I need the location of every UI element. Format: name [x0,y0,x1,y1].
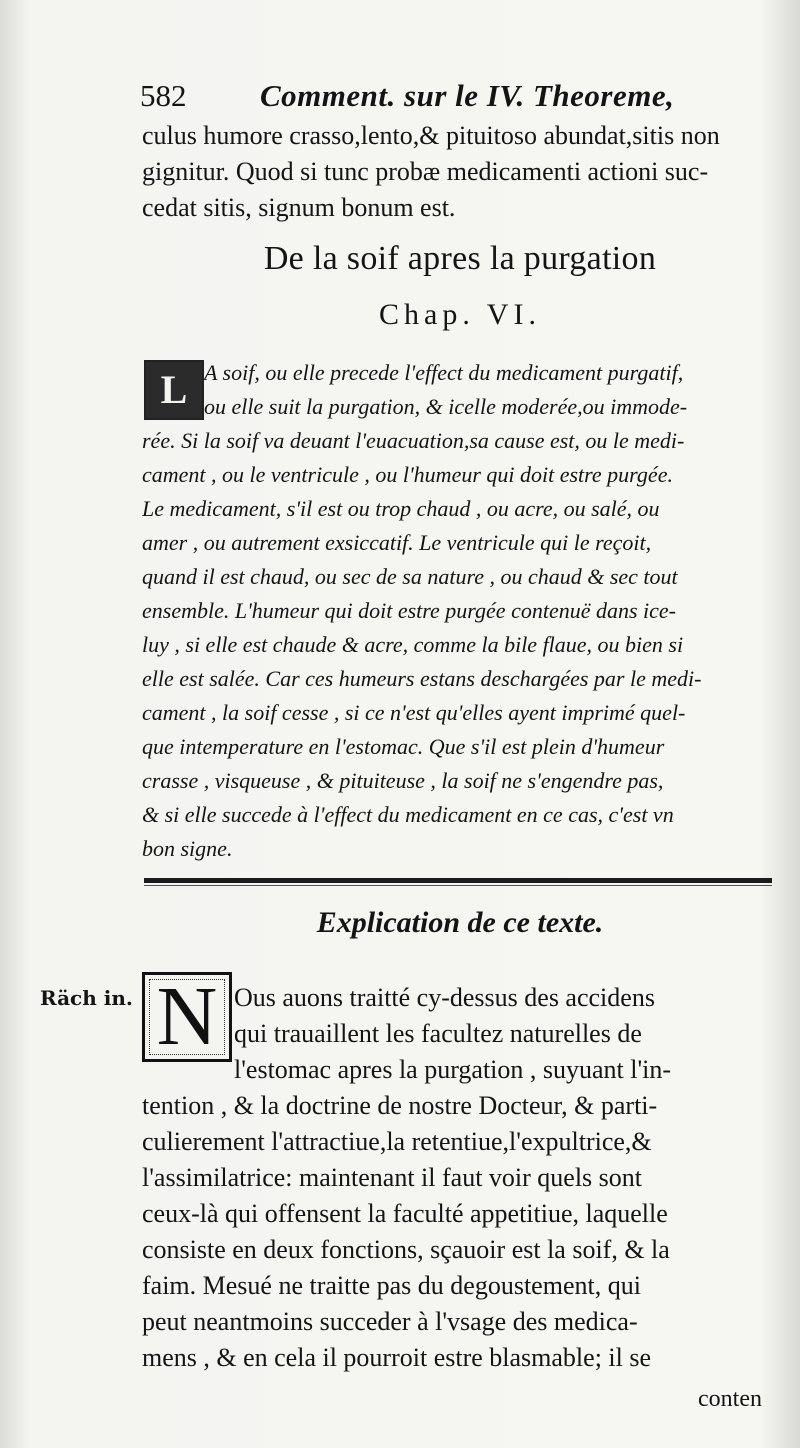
text-line: & si elle succede à l'effect du medicament en ce cas, c'est vn [142,802,674,827]
text-line: amer , ou autrement exsiccatif. Le ventricule qui le reçoit, [142,530,652,555]
text-line: ou elle suit la purgation, & icelle moderée,ou immode- [204,394,688,419]
page-number: 582 [140,78,187,113]
text-line: mens , & en cela il pourroit estre blasmable; il se [142,1343,652,1372]
section-divider [144,878,772,883]
chapter-paragraph [142,356,782,866]
text-line: l'assimilatrice: maintenant il faut voir quels sont [142,1163,643,1192]
text-line: consiste en deux fonctions, sçauoir est la soif, & la [142,1235,670,1264]
text-line: tention , & la doctrine de nostre Docteur, & parti- [142,1091,658,1120]
running-title: Comment. sur le IV. Theoreme, [260,78,675,113]
explanation-dropcap: N [142,972,232,1062]
text-line: Le medicament, s'il est ou trop chaud , ou acre, ou salé, ou [142,496,660,521]
catchword: conten [698,1386,762,1412]
chapter-number: Chap. VI. [379,298,541,331]
text-line: A soif, ou elle precede l'effect du medicament purgatif, [204,360,684,385]
continuation-paragraph [142,118,782,226]
explanation-paragraph [142,980,782,1376]
text-line: Ous auons traitté cy-dessus des accidens [234,983,655,1012]
text-line: culus humore crasso,lento,& pituitoso abundat,sitis non [142,121,720,150]
text-line: rée. Si la soif va deuant l'euacuation,sa cause est, ou le medi- [142,428,685,453]
text-line: faim. Mesué ne traitte pas du degoustement, qui [142,1271,641,1300]
chapter-dropcap: L [144,360,204,420]
text-line: luy , si elle est chaude & acre, comme la bile flaue, ou bien si [142,632,684,657]
margin-note: Räch in. [40,986,133,1010]
page-header [140,78,700,122]
text-line: qui trauaillent les facultez naturelles de [234,1019,642,1048]
text-line: crasse , visqueuse , & pituiteuse , la soif ne s'engendre pas, [142,768,664,793]
chapter-title: De la soif apres la purgation [263,240,657,277]
text-line: cament , la soif cesse , si ce n'est qu'elles ayent imprimé quel- [142,700,686,725]
text-line: gignitur. Quod si tunc probæ medicamenti actioni suc- [142,157,709,186]
text-line: elle est salée. Car ces humeurs estans deschargées par le medi- [142,666,702,691]
text-line: quand il est chaud, ou sec de sa nature , ou chaud & sec tout [142,564,678,589]
text-line: ensemble. L'humeur qui doit estre purgée contenuë dans ice- [142,598,677,623]
text-line: cament , ou le ventricule , ou l'humeur qui doit estre purgée. [142,462,673,487]
text-line: que intemperature en l'estomac. Que s'il est plein d'humeur [142,734,665,759]
section-title: Explication de ce texte. [316,906,604,939]
text-line: bon signe. [142,836,233,861]
text-line: ceux-là qui offensent la faculté appetitiue, laquelle [142,1199,668,1228]
text-line: cedat sitis, signum bonum est. [142,193,456,222]
text-line: l'estomac apres la purgation , suyuant l'in- [234,1055,672,1084]
text-line: peut neantmoins succeder à l'vsage des medica- [142,1307,638,1336]
text-line: culierement l'attractiue,la retentiue,l'expultrice,& [142,1127,652,1156]
